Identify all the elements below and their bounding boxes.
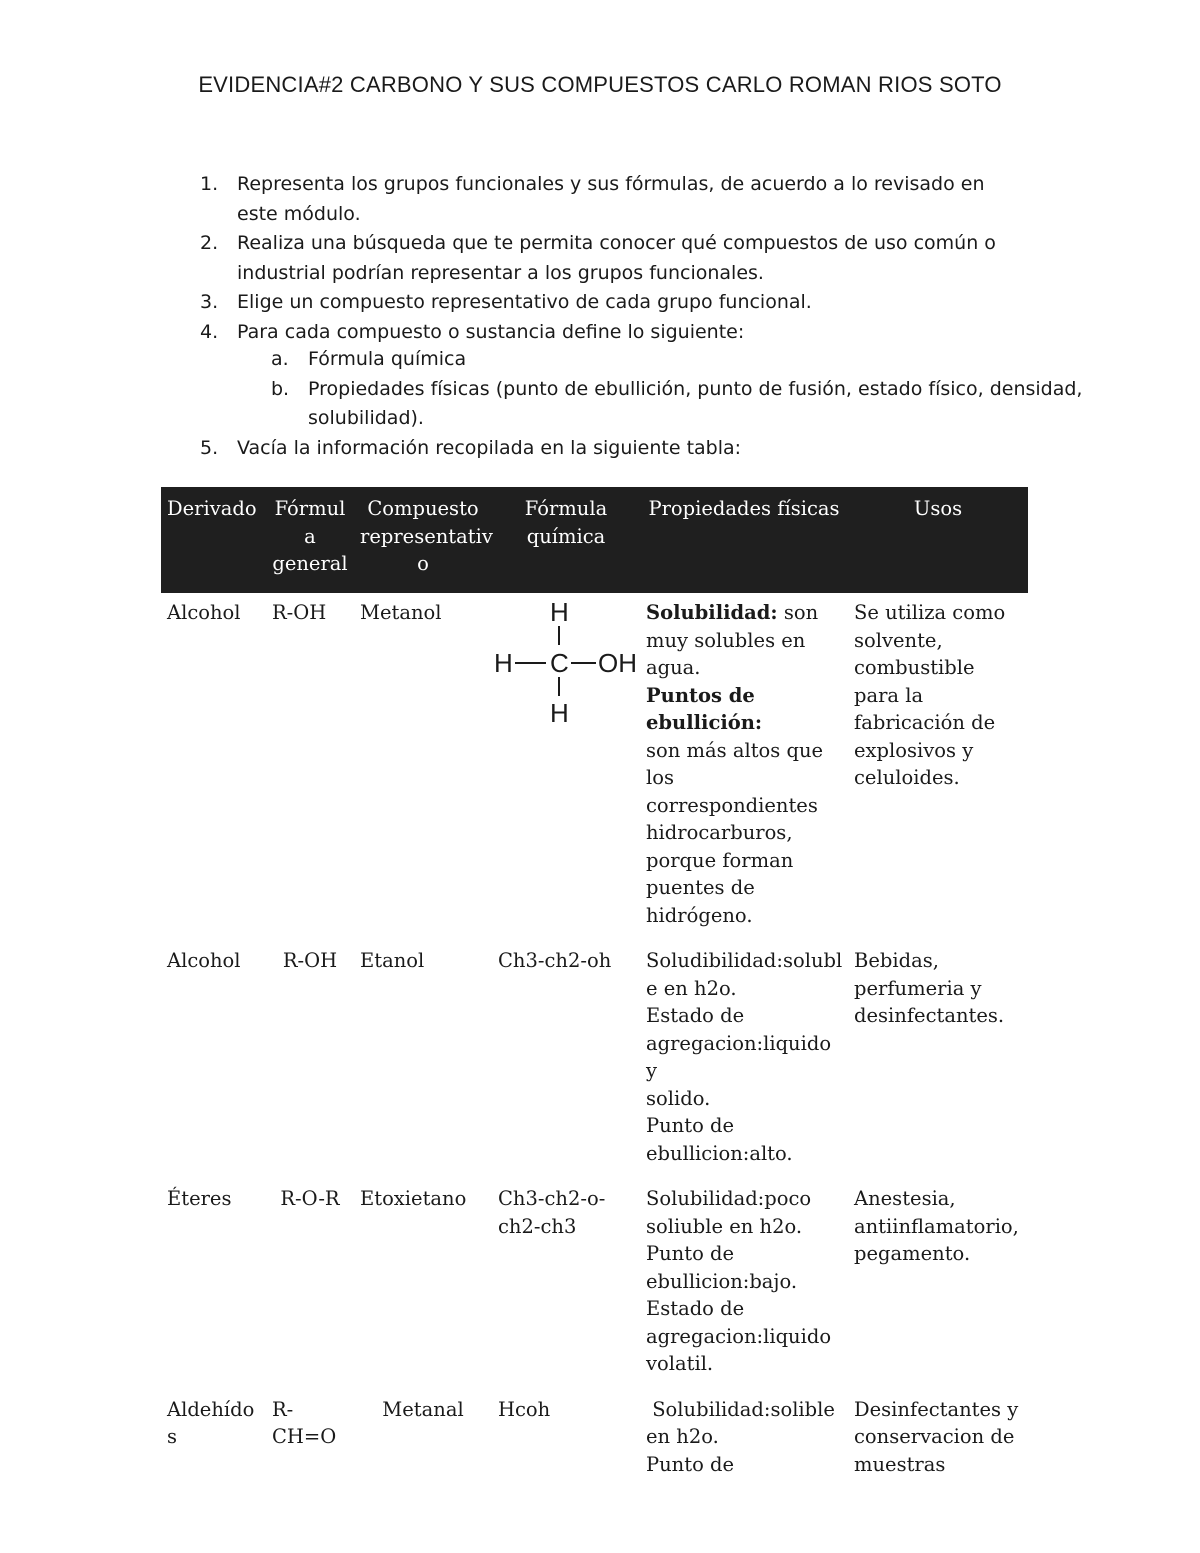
- table-row: [161, 941, 1028, 1179]
- cell-propiedades: Solubilidad:poco soliuble en h2o. Punto de ebullicion:bajo. Estado de agregacion:liquido volatil.: [646, 1187, 832, 1375]
- atom-label: H: [550, 698, 569, 725]
- header-compuesto: Compuesto representativ o: [354, 487, 492, 593]
- cell-compuesto: Etoxietano: [360, 1187, 467, 1210]
- instruction-list-continued: [200, 434, 1030, 464]
- instruction-item: [200, 229, 1030, 288]
- table-row: [161, 1390, 1028, 1491]
- atom-label: OH: [598, 648, 637, 678]
- atom-label: H: [550, 597, 569, 627]
- cell-propiedades: Solubilidad: son muy solubles en agua. Puntos de ebullición: son más altos que los correspondientes hidrocarburos, porque forman puentes de hidrógeno.: [646, 601, 824, 927]
- cell-formula-general: R- CH=O: [272, 1397, 337, 1448]
- cell-derivado: Alcohol: [167, 601, 241, 624]
- atom-label: H: [494, 648, 513, 678]
- list-number: 5.: [200, 437, 219, 459]
- sub-instruction-item: [271, 375, 1088, 434]
- header-formula-quimica: Fórmula química: [492, 487, 640, 593]
- list-letter: b.: [271, 377, 290, 400]
- list-number: 3.: [200, 291, 219, 313]
- cell-formula-general: R-OH: [272, 601, 327, 624]
- cell-formula-quimica: Ch3-ch2-o-ch2-ch3: [498, 1187, 606, 1238]
- cell-usos: Se utiliza como solvente, combustible para la fabricación de explosivos y celuloides.: [854, 601, 1006, 789]
- compounds-table: [161, 487, 1028, 1490]
- cell-propiedades: Soludibilidad:solubl e en h2o. Estado de agregacion:liquido y solido. Punto de ebullicion:alto.: [646, 949, 843, 1165]
- instruction-item: [200, 288, 1030, 318]
- header-usos: Usos: [848, 487, 1028, 593]
- cell-formula-quimica: [492, 593, 640, 941]
- list-number: 1.: [200, 173, 219, 195]
- instruction-item: [200, 170, 1030, 229]
- sub-instruction-item: [271, 345, 1088, 375]
- instruction-text: Elige un compuesto representativo de cada grupo funcional.: [237, 291, 812, 313]
- cell-formula-quimica: Hcoh: [498, 1397, 551, 1421]
- list-letter: a.: [271, 348, 289, 370]
- cell-compuesto: Metanol: [360, 601, 442, 624]
- cell-usos: Bebidas, perfumeria y desinfectantes.: [854, 949, 1005, 1027]
- list-number: 2.: [200, 232, 219, 254]
- instruction-item: [200, 318, 1030, 348]
- cell-usos: Anestesia, antiinflamatorio, pegamento.: [854, 1187, 1019, 1265]
- page-title: EVIDENCIA#2 CARBONO Y SUS COMPUESTOS CARLO ROMAN RIOS SOTO: [198, 72, 1002, 97]
- sub-instruction-text: Propiedades físicas (punto de ebullición, punto de fusión, estado físico, densidad, solubilidad).: [308, 377, 1083, 429]
- instruction-item: [200, 434, 1030, 464]
- instruction-text: Vacía la información recopilada en la siguiente tabla:: [237, 437, 742, 459]
- cell-formula-general: R-O-R: [280, 1187, 340, 1210]
- header-propiedades: Propiedades físicas: [640, 487, 848, 593]
- cell-derivado: Aldehído s: [167, 1397, 255, 1448]
- instruction-text: Para cada compuesto o sustancia define lo siguiente:: [237, 320, 745, 343]
- cell-compuesto: Etanol: [360, 949, 425, 972]
- cell-propiedades: Solubilidad:solible en h2o. Punto de: [646, 1397, 835, 1476]
- table-header-row: [161, 487, 1028, 593]
- cell-formula-general: R-OH: [282, 949, 338, 972]
- instruction-text: Representa los grupos funcionales y sus fórmulas, de acuerdo a lo revisado en este módulo.: [237, 173, 985, 225]
- header-derivado: Derivado: [161, 487, 266, 593]
- list-number: 4.: [200, 320, 219, 343]
- cell-usos: Desinfectantes y conservacion de muestras: [854, 1397, 1019, 1476]
- sub-instruction-text: Fórmula química: [308, 348, 467, 370]
- header-formula-general: Fórmul a general: [266, 487, 354, 593]
- cell-compuesto: Metanal: [382, 1397, 464, 1421]
- instruction-list: [200, 170, 1030, 347]
- atom-label: C: [550, 648, 569, 678]
- methanol-structure-diagram: [494, 595, 644, 725]
- table-row: [161, 1179, 1028, 1390]
- sub-instruction-list: [237, 345, 1088, 434]
- cell-derivado: Alcohol: [167, 949, 241, 972]
- cell-derivado: Éteres: [167, 1187, 232, 1210]
- instruction-text: Realiza una búsqueda que te permita conocer qué compuestos de uso común o industrial podrían representar a los grupos funcionales.: [237, 232, 996, 284]
- cell-formula-quimica: Ch3-ch2-oh: [498, 949, 612, 972]
- table-row: [161, 593, 1028, 941]
